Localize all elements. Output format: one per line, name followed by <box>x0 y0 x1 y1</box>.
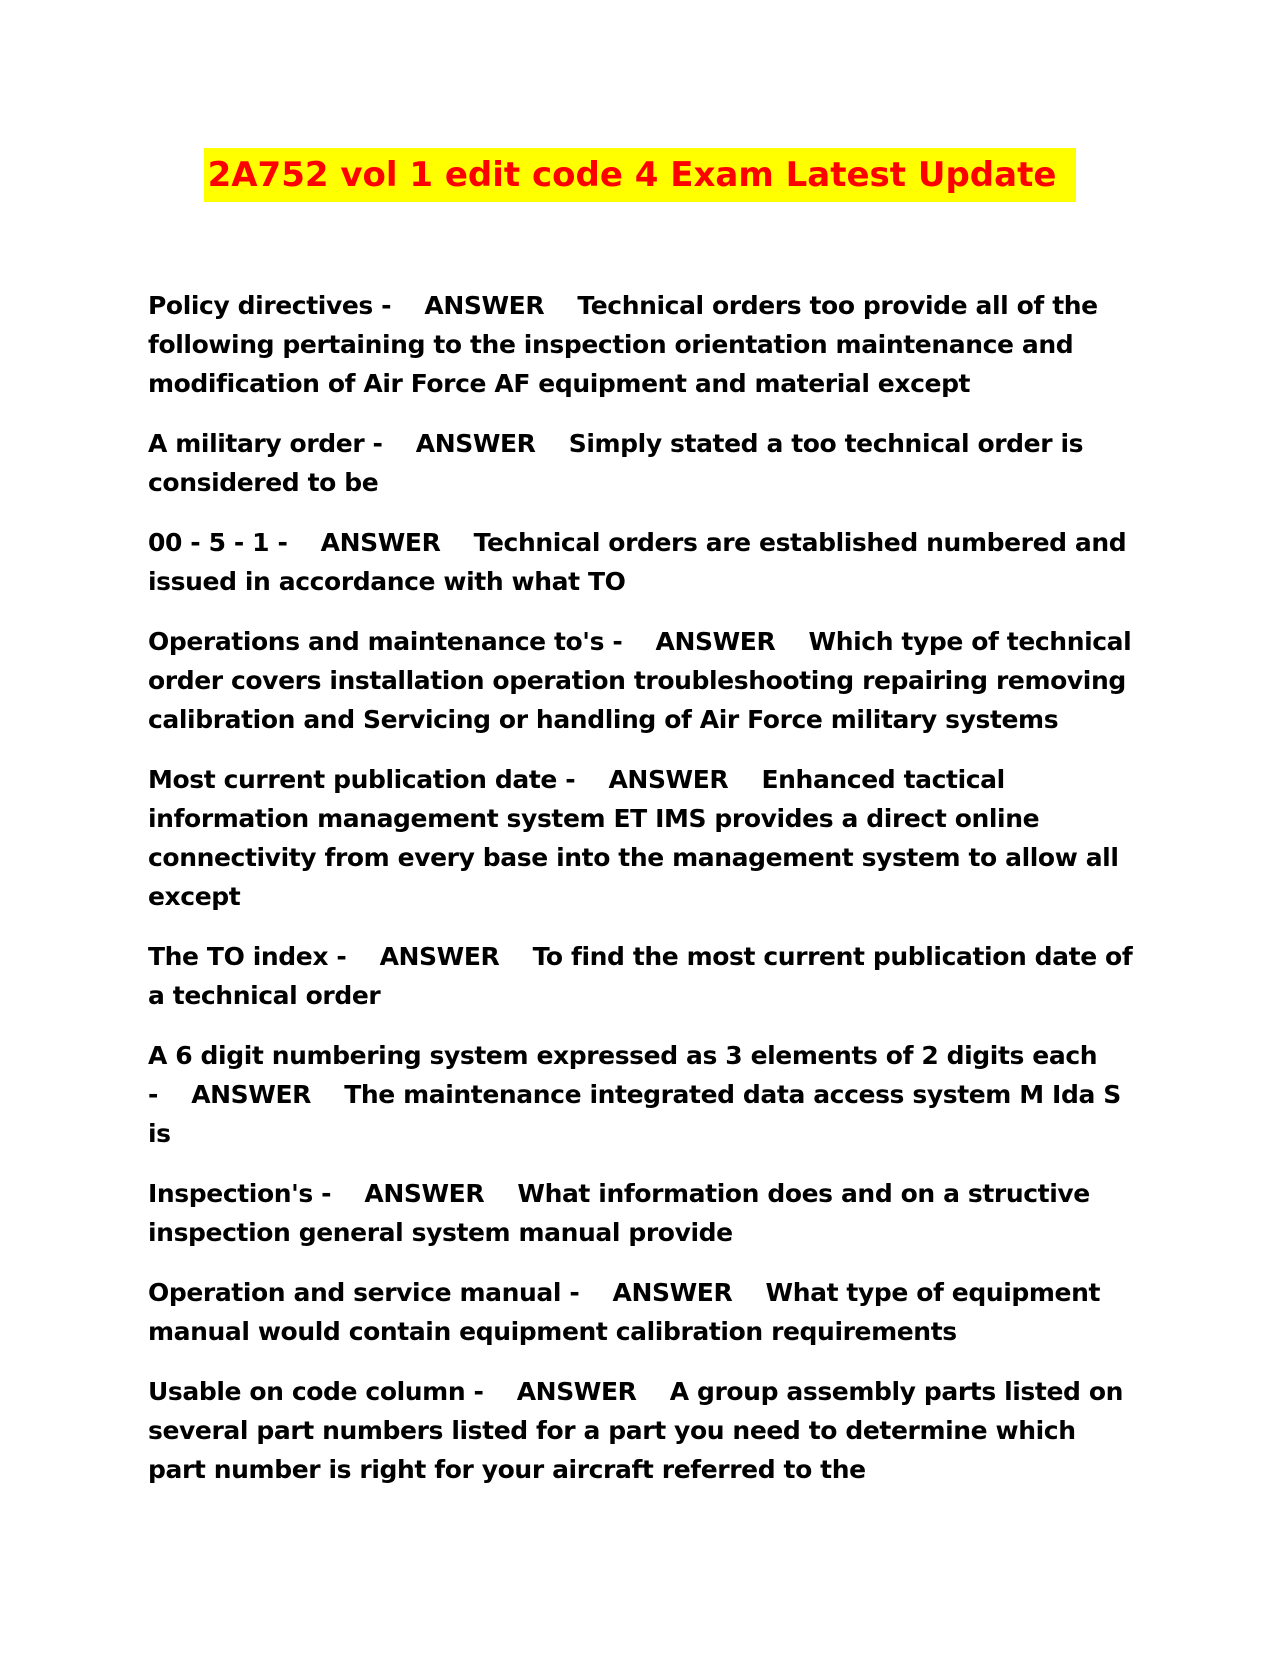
qa-definition: Which type of technical order covers installation operation troubleshooting repairing removing calibration and Servicing or handling of Air Force military systems <box>148 627 1140 734</box>
qa-answer-marker: ANSWER <box>191 1080 311 1109</box>
qa-answer-marker: ANSWER <box>379 942 500 971</box>
document-title: 2A752 vol 1 edit code 4 Exam Latest Update <box>204 148 1077 202</box>
qa-answer-marker: ANSWER <box>364 1179 485 1208</box>
qa-term: The TO index - <box>148 942 347 971</box>
qa-item <box>148 1273 1136 1351</box>
qa-answer-marker: ANSWER <box>320 528 441 557</box>
qa-definition: To find the most current publication date of a technical order <box>148 942 1141 1010</box>
qa-term: 00 - 5 - 1 - <box>148 528 288 557</box>
qa-term: Operations and maintenance to's - <box>148 627 623 656</box>
qa-definition: Technical orders are established numbered and issued in accordance with what TO <box>148 528 1135 596</box>
qa-definition: Simply stated a too technical order is considered to be <box>148 429 1092 497</box>
qa-item <box>148 523 1136 601</box>
title-container <box>0 148 1280 202</box>
qa-answer-marker: ANSWER <box>655 627 776 656</box>
qa-answer-marker: ANSWER <box>612 1278 733 1307</box>
qa-definition: What type of equipment manual would contain equipment calibration requirements <box>148 1278 1109 1346</box>
qa-item <box>148 1372 1136 1489</box>
qa-term: Policy directives - <box>148 291 392 320</box>
qa-list <box>148 286 1141 1510</box>
qa-definition: Technical orders too provide all of the following pertaining to the inspection orientation maintenance and modification of Air Force AF equipment and material except <box>148 291 1107 398</box>
qa-definition: Enhanced tactical information management system ET IMS provides a direct online connectivity from every base into the management system to allow all except <box>148 765 1127 911</box>
qa-item <box>148 1174 1136 1252</box>
qa-term: Usable on code column - <box>148 1377 484 1406</box>
qa-answer-marker: ANSWER <box>516 1377 637 1406</box>
qa-item <box>148 1036 1136 1153</box>
qa-answer-marker: ANSWER <box>608 765 729 794</box>
qa-term: Operation and service manual - <box>148 1278 580 1307</box>
qa-item <box>148 622 1140 739</box>
qa-answer-marker: ANSWER <box>424 291 545 320</box>
qa-term: Most current publication date - <box>148 765 576 794</box>
qa-item <box>148 760 1136 916</box>
qa-definition: What information does and on a structive inspection general system manual provide <box>148 1179 1099 1247</box>
qa-definition: The maintenance integrated data access system M Ida S is <box>148 1080 1130 1148</box>
qa-term: A 6 digit numbering system expressed as 3 elements of 2 digits each - <box>148 1041 1106 1109</box>
qa-item <box>148 937 1141 1015</box>
qa-term: Inspection's - <box>148 1179 332 1208</box>
qa-term: A military order - <box>148 429 383 458</box>
qa-answer-marker: ANSWER <box>415 429 536 458</box>
qa-definition: A group assembly parts listed on several part numbers listed for a part you need to determine which part number is right for your aircraft referred to the <box>148 1377 1132 1484</box>
qa-item <box>148 424 1136 502</box>
qa-item <box>148 286 1136 403</box>
